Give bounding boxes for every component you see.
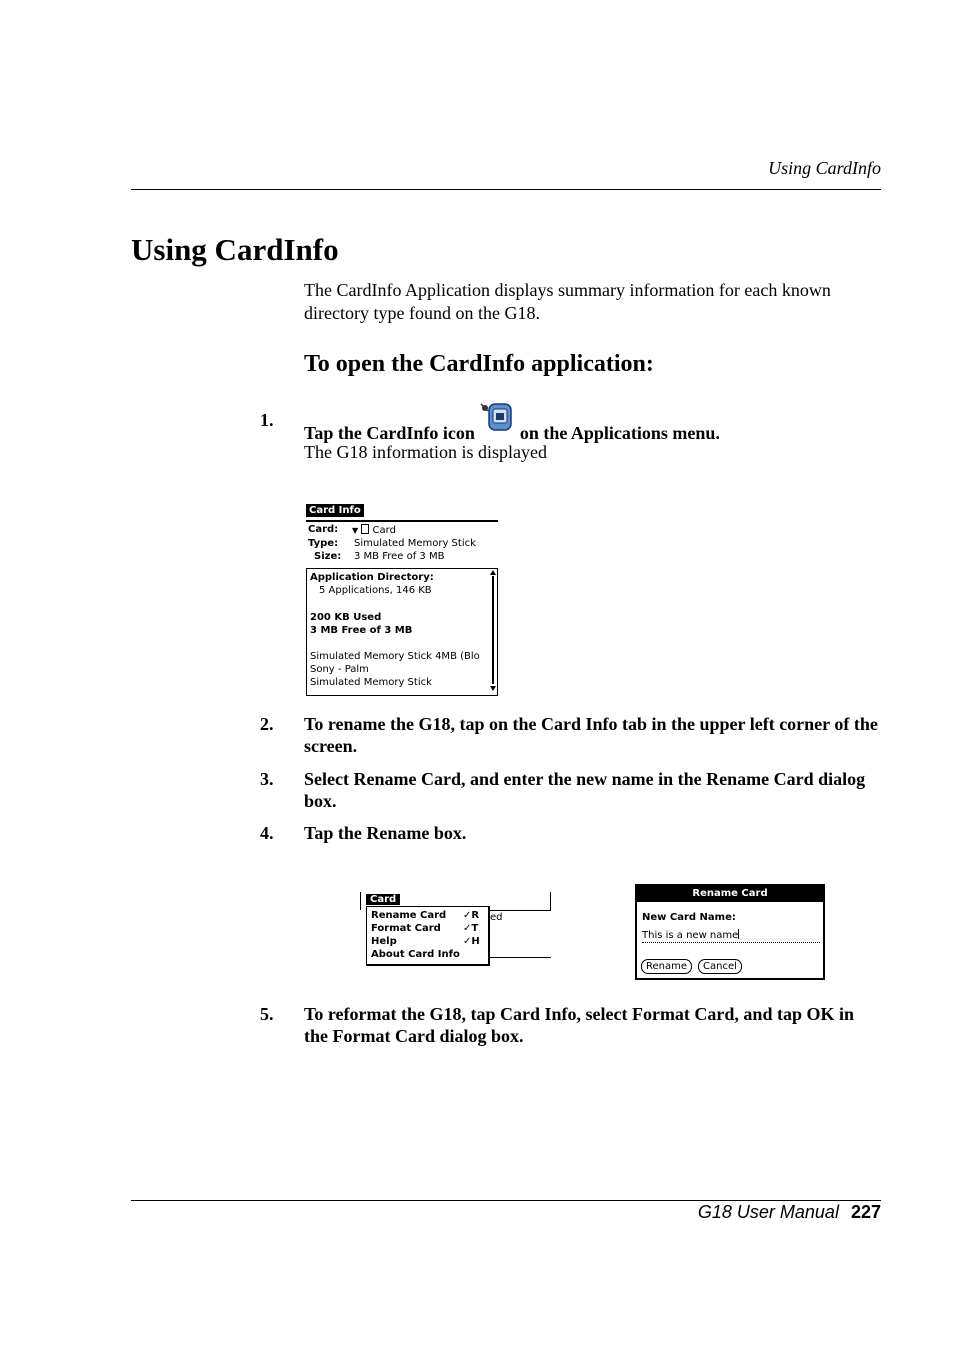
scrollbar[interactable]: [489, 569, 497, 693]
menu-item-rename-card[interactable]: Rename Card: [371, 910, 447, 921]
step-1-result: The G18 information is displayed: [304, 442, 547, 462]
step-number: 2.: [260, 714, 274, 734]
list-item: Simulated Memory Stick: [310, 677, 432, 688]
card-value: Card: [372, 525, 396, 536]
new-card-name-label: New Card Name:: [642, 912, 736, 923]
step-2: [260, 713, 880, 759]
type-value: Simulated Memory Stick: [354, 538, 476, 549]
intro-paragraph: The CardInfo Application displays summary information for each known directory type found on the G18.: [304, 280, 831, 323]
card-info-tab[interactable]: Card Info: [306, 504, 364, 517]
list-item: Sony - Palm: [310, 664, 369, 675]
background-rule: [490, 957, 551, 958]
page-number: 227: [850, 1202, 881, 1222]
card-menu-screenshot: [360, 892, 555, 967]
card-menu-dropdown: [366, 906, 490, 966]
title-bar-rule: [306, 520, 498, 522]
card-menu-title[interactable]: Card: [366, 894, 400, 905]
menu-item-about[interactable]: About Card Info: [371, 949, 460, 960]
text-cursor: [738, 929, 739, 939]
rename-button[interactable]: Rename: [641, 959, 692, 974]
footer-rule: [131, 1200, 881, 1201]
step-number: 4.: [260, 823, 274, 843]
directory-list[interactable]: [306, 568, 498, 696]
step-text: To reformat the G18, tap Card Info, select Format Card, and tap OK in the Format Card dialog box.: [304, 1004, 854, 1046]
shortcut-rename: ✓R: [463, 910, 480, 921]
step-4: [260, 822, 880, 846]
step-text-continued: on the Applications menu.: [519, 423, 720, 443]
cardinfo-app-icon: [479, 401, 515, 431]
step-3: [260, 768, 880, 814]
menu-item-format-card[interactable]: Format Card: [371, 923, 441, 934]
step-text: Tap the CardInfo icon: [304, 423, 475, 443]
step-text: Tap the Rename box.: [304, 823, 467, 843]
step-text: To rename the G18, tap on the Card Info tab in the upper left corner of the screen.: [304, 714, 878, 756]
dialog-title: Rename Card: [637, 886, 823, 902]
step-number: 1.: [260, 410, 274, 430]
dir-title: Application Directory:: [310, 572, 434, 583]
cardinfo-screenshot: [306, 504, 498, 696]
command-stroke-icon: ✓: [463, 910, 472, 921]
step-1: [260, 409, 880, 443]
card-selector[interactable]: [352, 524, 396, 536]
page-footer: [600, 1202, 881, 1223]
dir-sub: 5 Applications, 146 KB: [319, 585, 432, 596]
menu-right-edge: [550, 892, 551, 910]
cancel-button[interactable]: Cancel: [698, 959, 742, 974]
type-label: Type:: [308, 538, 339, 549]
free-text: 3 MB Free of 3 MB: [310, 625, 413, 636]
step-number: 5.: [260, 1004, 274, 1024]
procedure-heading: To open the CardInfo application:: [304, 351, 654, 377]
shortcut-format: ✓T: [463, 923, 479, 934]
size-label: Size:: [314, 551, 342, 562]
card-icon: [361, 524, 369, 534]
card-label: Card:: [308, 524, 339, 535]
header-rule: [131, 189, 881, 190]
rename-card-dialog: [635, 884, 825, 980]
step-5: [260, 1003, 880, 1049]
menu-bar-rule: [487, 910, 551, 911]
new-card-name-field[interactable]: [642, 929, 820, 943]
running-header: Using CardInfo: [768, 158, 881, 178]
background-text-fragment: ed: [490, 912, 503, 923]
section-title: Using CardInfo: [131, 232, 339, 267]
step-text: Select Rename Card, and enter the new name in the Rename Card dialog box.: [304, 769, 866, 811]
list-item: Simulated Memory Stick 4MB (Blo: [310, 651, 480, 662]
used-text: 200 KB Used: [310, 612, 382, 623]
new-card-name-value: This is a new name: [642, 930, 739, 941]
manual-title: G18 User Manual: [697, 1202, 839, 1222]
command-stroke-icon: ✓: [463, 936, 472, 947]
menu-item-help[interactable]: Help: [371, 936, 397, 947]
size-value: 3 MB Free of 3 MB: [354, 551, 445, 562]
dropdown-triangle-icon: ▼: [352, 526, 359, 535]
menu-left-edge: [360, 892, 361, 910]
command-stroke-icon: ✓: [463, 923, 472, 934]
step-number: 3.: [260, 769, 274, 789]
shortcut-help: ✓H: [463, 936, 480, 947]
